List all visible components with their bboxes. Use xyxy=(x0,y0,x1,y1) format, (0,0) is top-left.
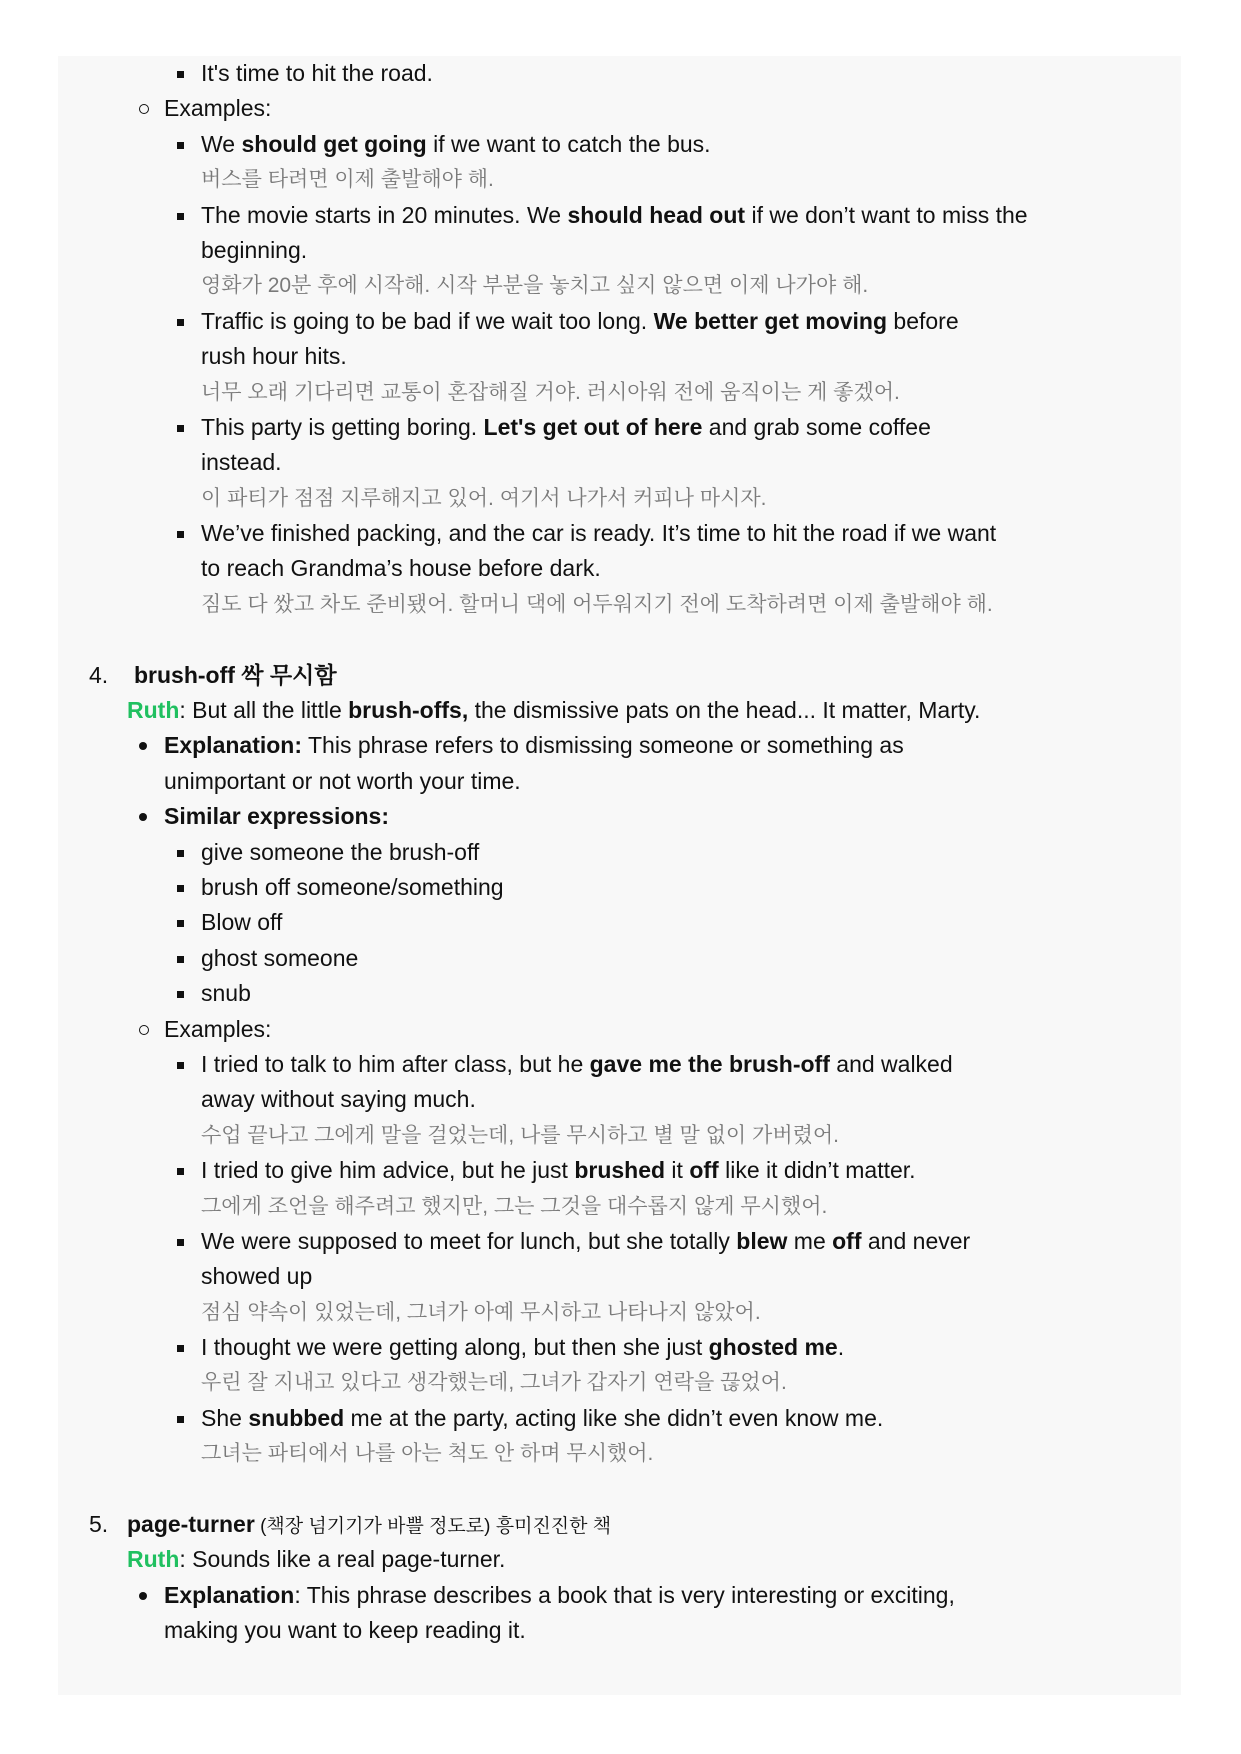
line-text xyxy=(164,1012,271,1047)
line-text xyxy=(164,764,521,799)
line-text xyxy=(201,941,358,976)
text-line xyxy=(0,976,1241,1011)
text-segment: Examples: xyxy=(164,95,272,122)
text-segment: 버스를 타려면 이제 출발해야 해. xyxy=(201,168,494,192)
text-segment: if we don’t want to miss the xyxy=(745,201,1028,228)
highlighted-phrase: Explanation: xyxy=(164,732,303,759)
text-line xyxy=(0,905,1241,940)
line-text xyxy=(201,268,868,303)
text-line xyxy=(0,91,1241,126)
korean-translation xyxy=(0,162,1241,197)
text-segment: the dismissive pats on the head... It matter, Marty. xyxy=(468,697,981,724)
line-text xyxy=(201,481,767,516)
text-segment: ghost someone xyxy=(201,944,359,971)
circle-bullet-icon xyxy=(139,104,149,114)
text-line xyxy=(0,1153,1241,1188)
line-text xyxy=(164,91,271,126)
text-line xyxy=(0,551,1241,586)
text-segment: and never xyxy=(861,1227,971,1254)
text-line xyxy=(0,1259,1241,1294)
list-number: 5. xyxy=(89,1511,109,1538)
text-segment: . xyxy=(837,1334,845,1361)
text-segment: give someone the brush-off xyxy=(201,838,480,865)
text-segment: 우린 잘 지내고 있다고 생각했는데, 그녀가 갑자기 연락을 끊었어. xyxy=(201,1371,787,1395)
line-text xyxy=(201,1153,916,1188)
line-text xyxy=(201,1189,827,1224)
square-bullet-icon xyxy=(177,956,184,963)
line-text xyxy=(201,1330,844,1365)
text-line xyxy=(0,1507,1241,1542)
speaker-name: Ruth xyxy=(127,1546,180,1573)
square-bullet-icon xyxy=(177,71,184,78)
square-bullet-icon xyxy=(177,885,184,892)
line-text xyxy=(201,1047,953,1082)
highlighted-phrase: We better get moving xyxy=(653,307,888,334)
text-line xyxy=(0,304,1241,339)
text-segment: 그에게 조언을 해주려고 했지만, 그는 그것을 대수롭지 않게 무시했어. xyxy=(201,1194,828,1218)
line-text xyxy=(201,339,347,374)
text-line xyxy=(0,1542,1241,1577)
square-bullet-icon xyxy=(177,1345,184,1352)
text-segment: : Sounds like a real page-turner. xyxy=(179,1546,506,1573)
square-bullet-icon xyxy=(177,1062,184,1069)
text-segment: 영화가 20분 후에 시작해. 시작 부분을 놓치고 싶지 않으면 이제 나가야 해. xyxy=(201,274,869,298)
line-text xyxy=(127,1542,505,1577)
text-segment: We were supposed to meet for lunch, but she totally xyxy=(201,1227,737,1254)
line-text xyxy=(201,410,931,445)
text-segment: 그녀는 파티에서 나를 아는 척도 안 하며 무시했어. xyxy=(201,1442,654,1466)
text-line xyxy=(0,870,1241,905)
text-segment: It's time to hit the road. xyxy=(201,60,433,86)
text-segment: me xyxy=(787,1227,833,1254)
highlighted-phrase: Let's get out of here xyxy=(483,413,703,440)
line-text xyxy=(201,233,307,268)
spacer xyxy=(0,622,1241,657)
text-segment: away without saying much. xyxy=(201,1086,476,1113)
text-line xyxy=(0,835,1241,870)
dot-bullet-icon xyxy=(139,813,147,821)
line-text xyxy=(201,1295,761,1330)
text-line xyxy=(0,1082,1241,1117)
document-content xyxy=(0,56,1241,1649)
text-segment: beginning. xyxy=(201,236,308,263)
text-segment: : This phrase describes a book that is very interesting or exciting, xyxy=(294,1581,955,1608)
text-line xyxy=(0,658,1241,693)
text-segment: Blow off xyxy=(201,909,283,936)
korean-translation xyxy=(0,1295,1241,1330)
square-bullet-icon xyxy=(177,531,184,538)
line-text xyxy=(201,1401,883,1436)
line-text xyxy=(201,375,900,410)
text-segment: I thought we were getting along, but then she just xyxy=(201,1334,709,1361)
text-line xyxy=(0,1578,1241,1613)
list-number: 4. xyxy=(89,661,109,688)
text-segment: 수업 끝나고 그에게 말을 걸었는데, 나를 무시하고 별 말 없이 가버렸어. xyxy=(201,1123,840,1147)
square-bullet-icon xyxy=(177,1168,184,1175)
text-segment: before xyxy=(887,307,959,334)
line-text xyxy=(201,905,282,940)
line-text xyxy=(164,1578,955,1613)
text-line xyxy=(0,728,1241,763)
korean-translation xyxy=(0,268,1241,303)
line-text xyxy=(201,870,504,905)
line-text xyxy=(201,1436,653,1471)
text-line xyxy=(0,516,1241,551)
korean-translation xyxy=(0,1189,1241,1224)
highlighted-phrase: blew xyxy=(736,1227,788,1254)
highlighted-phrase: should get going xyxy=(241,130,427,157)
text-line xyxy=(0,1613,1241,1648)
text-line xyxy=(0,233,1241,268)
korean-translation xyxy=(0,375,1241,410)
spacer xyxy=(0,1472,1241,1507)
line-text xyxy=(164,1613,526,1648)
line-text xyxy=(127,693,980,728)
korean-translation xyxy=(0,481,1241,516)
line-text xyxy=(201,1259,312,1294)
text-segment: 너무 오래 기다리면 교통이 혼잡해질 거야. 러시아워 전에 움직이는 게 좋겠어. xyxy=(201,380,900,404)
text-segment: This party is getting boring. xyxy=(201,413,484,440)
text-segment: showed up xyxy=(201,1263,313,1290)
text-segment: I tried to talk to him after class, but he xyxy=(201,1050,590,1077)
text-segment: instead. xyxy=(201,449,282,476)
text-segment: snub xyxy=(201,980,251,1007)
text-segment: 점심 약속이 있었는데, 그녀가 아예 무시하고 나타나지 않았어. xyxy=(201,1300,761,1324)
line-text xyxy=(201,587,993,622)
line-text xyxy=(164,728,904,763)
speaker-name: Ruth xyxy=(127,697,180,724)
line-text xyxy=(164,799,389,834)
line-text xyxy=(201,56,433,91)
dot-bullet-icon xyxy=(139,1592,147,1600)
highlighted-phrase: off xyxy=(689,1157,719,1184)
line-text xyxy=(201,976,251,1011)
text-segment: We xyxy=(201,130,242,157)
line-text xyxy=(201,304,959,339)
text-segment: 짐도 다 쌌고 차도 준비됐어. 할머니 댁에 어두워지기 전에 도착하려면 이제 출발해야 해. xyxy=(201,592,993,616)
text-segment: I tried to give him advice, but he just xyxy=(201,1157,575,1184)
line-text xyxy=(201,162,494,197)
line-text xyxy=(201,198,1028,233)
square-bullet-icon xyxy=(177,1239,184,1246)
highlighted-phrase: page-turner xyxy=(127,1511,255,1538)
text-segment: brush off someone/something xyxy=(201,873,504,900)
highlighted-phrase: Explanation xyxy=(164,1581,295,1608)
line-text xyxy=(201,127,711,162)
text-segment: me at the party, acting like she didn’t even know me. xyxy=(344,1404,884,1431)
text-line xyxy=(0,1224,1241,1259)
square-bullet-icon xyxy=(177,1416,184,1423)
text-segment: like it didn’t matter. xyxy=(718,1157,916,1184)
text-line xyxy=(0,445,1241,480)
text-segment: (책장 넘기기가 바쁠 정도로) 흥미진진한 책 xyxy=(254,1516,612,1538)
text-line xyxy=(0,56,1241,91)
text-segment: 이 파티가 점점 지루해지고 있어. 여기서 나가서 커피나 마시자. xyxy=(201,486,767,510)
line-text xyxy=(201,445,282,480)
text-segment: and grab some coffee xyxy=(702,413,931,440)
highlighted-phrase: should head out xyxy=(567,201,746,228)
text-line xyxy=(0,1401,1241,1436)
text-line xyxy=(0,127,1241,162)
text-line xyxy=(0,1012,1241,1047)
highlighted-phrase: brush-offs, xyxy=(348,697,469,724)
line-text xyxy=(127,1507,611,1544)
text-line xyxy=(0,799,1241,834)
text-segment: The movie starts in 20 minutes. We xyxy=(201,201,568,228)
highlighted-phrase: brush-off 싹 무시함 xyxy=(134,661,337,688)
text-segment: unimportant or not worth your time. xyxy=(164,767,521,794)
line-text xyxy=(201,835,479,870)
text-segment: to reach Grandma’s house before dark. xyxy=(201,555,601,582)
korean-translation xyxy=(0,1365,1241,1400)
highlighted-phrase: gave me the brush-off xyxy=(589,1050,830,1077)
text-line xyxy=(0,1047,1241,1082)
square-bullet-icon xyxy=(177,850,184,857)
text-line xyxy=(0,764,1241,799)
line-text xyxy=(201,1365,787,1400)
text-segment: This phrase refers to dismissing someone or something as xyxy=(302,732,904,759)
text-line xyxy=(0,693,1241,728)
highlighted-phrase: ghosted me xyxy=(708,1334,838,1361)
text-segment: making you want to keep reading it. xyxy=(164,1617,526,1644)
text-segment: Examples: xyxy=(164,1015,272,1042)
text-segment: She xyxy=(201,1404,249,1431)
text-segment: : But all the little xyxy=(179,697,349,724)
text-line xyxy=(0,1330,1241,1365)
text-segment: Traffic is going to be bad if we wait too long. xyxy=(201,307,654,334)
korean-translation xyxy=(0,1118,1241,1153)
line-text xyxy=(201,1082,476,1117)
text-line xyxy=(0,941,1241,976)
line-text xyxy=(201,1224,970,1259)
square-bullet-icon xyxy=(177,991,184,998)
highlighted-phrase: snubbed xyxy=(248,1404,345,1431)
circle-bullet-icon xyxy=(139,1025,149,1035)
text-line xyxy=(0,410,1241,445)
text-segment: We’ve finished packing, and the car is ready. It’s time to hit the road if we want xyxy=(201,520,997,547)
square-bullet-icon xyxy=(177,425,184,432)
text-line xyxy=(0,339,1241,374)
text-line xyxy=(0,198,1241,233)
square-bullet-icon xyxy=(177,213,184,220)
text-segment: if we want to catch the bus. xyxy=(426,130,711,157)
line-text xyxy=(201,516,996,551)
line-text xyxy=(134,658,337,693)
highlighted-phrase: off xyxy=(832,1227,862,1254)
text-segment: rush hour hits. xyxy=(201,343,347,370)
dot-bullet-icon xyxy=(139,742,147,750)
highlighted-phrase: Similar expressions: xyxy=(164,803,389,830)
square-bullet-icon xyxy=(177,920,184,927)
line-text xyxy=(201,1118,839,1153)
text-segment: it xyxy=(665,1157,690,1184)
text-segment: and walked xyxy=(829,1050,953,1077)
korean-translation xyxy=(0,587,1241,622)
korean-translation xyxy=(0,1436,1241,1471)
square-bullet-icon xyxy=(177,142,184,149)
highlighted-phrase: brushed xyxy=(574,1157,666,1184)
square-bullet-icon xyxy=(177,319,184,326)
line-text xyxy=(201,551,601,586)
